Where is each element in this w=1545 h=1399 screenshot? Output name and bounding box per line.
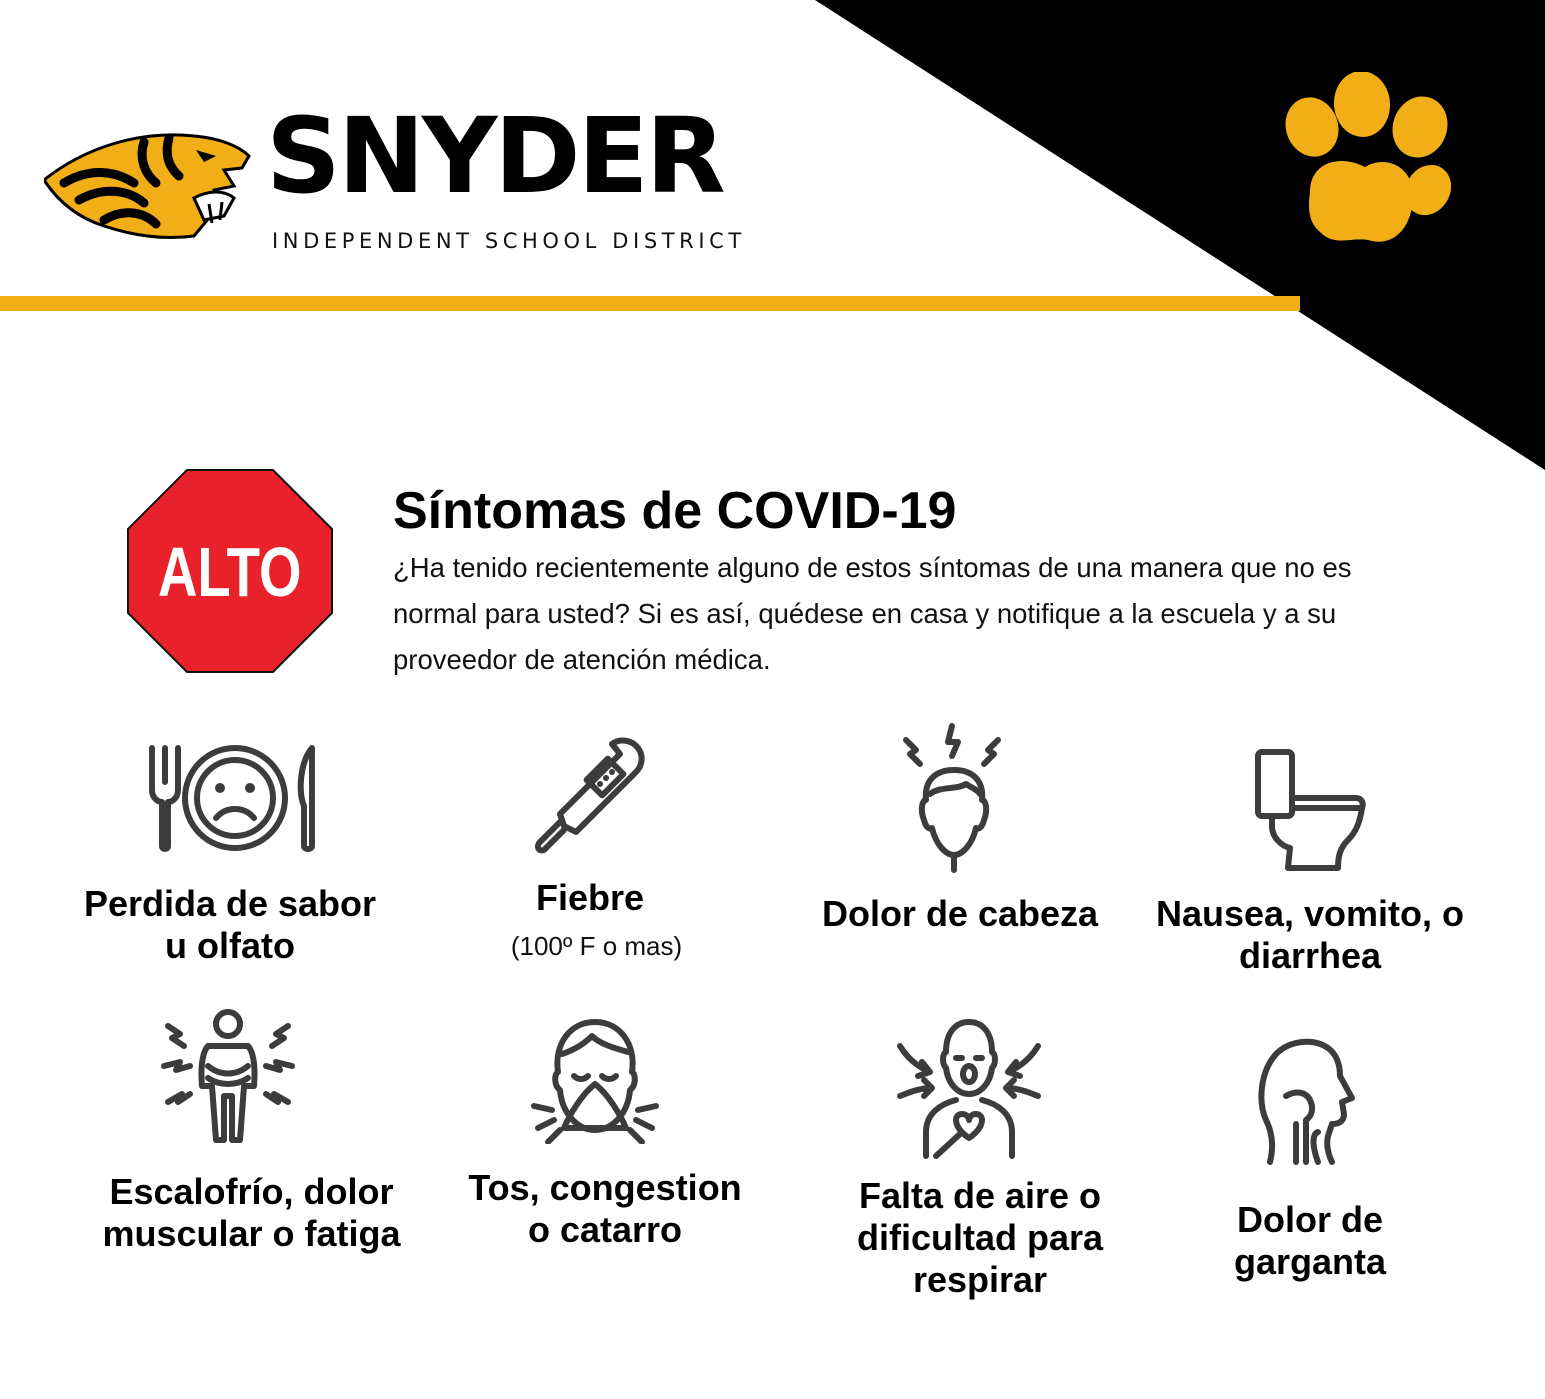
stop-sign-text: ALTO [157, 533, 302, 612]
symptom-label-chills: Escalofrío, dolor muscular o fatiga [102, 1171, 401, 1254]
chills-body-ache-icon [160, 1006, 296, 1146]
toilet-icon [1252, 746, 1370, 874]
symptom-label-breath: Falta de aire o dificultad para respirar [856, 1175, 1104, 1300]
symptom-label-taste-smell: Perdida de sabor u olfato [83, 883, 377, 966]
brand-name: SNYDER [266, 95, 723, 217]
brand-subtitle: INDEPENDENT SCHOOL DISTRICT [272, 229, 746, 253]
symptom-label-nausea: Nausea, vomito, o diarrhea [1155, 893, 1465, 976]
paw-print-icon [1280, 72, 1455, 252]
intro-paragraph: ¿Ha tenido recientemente alguno de estos síntomas de una manera que no es normal para usted? Si es así, quédese en casa y notifique a la escuela y a su proveedor de atención médica. [393, 552, 1352, 675]
gold-divider-bar [0, 296, 1300, 311]
symptom-note-fever: (100º F o mas) [510, 931, 683, 961]
symptom-label-fever: Fiebre [535, 877, 645, 918]
headache-icon [896, 720, 1012, 880]
symptom-label-cough: Tos, congestion o catarro [468, 1167, 742, 1250]
stop-sign-icon [126, 468, 334, 674]
sneeze-icon [530, 1014, 660, 1144]
symptom-label-headache: Dolor de cabeza [821, 893, 1099, 934]
sore-throat-icon [1256, 1036, 1360, 1166]
tiger-logo-icon [44, 128, 256, 240]
shortness-of-breath-icon [896, 1016, 1042, 1162]
plate-fork-knife-sad-icon [140, 742, 326, 854]
symptom-label-throat: Dolor de garganta [1233, 1199, 1387, 1282]
thermometer-icon [530, 732, 656, 856]
page-title: Síntomas de COVID-19 [393, 482, 957, 540]
